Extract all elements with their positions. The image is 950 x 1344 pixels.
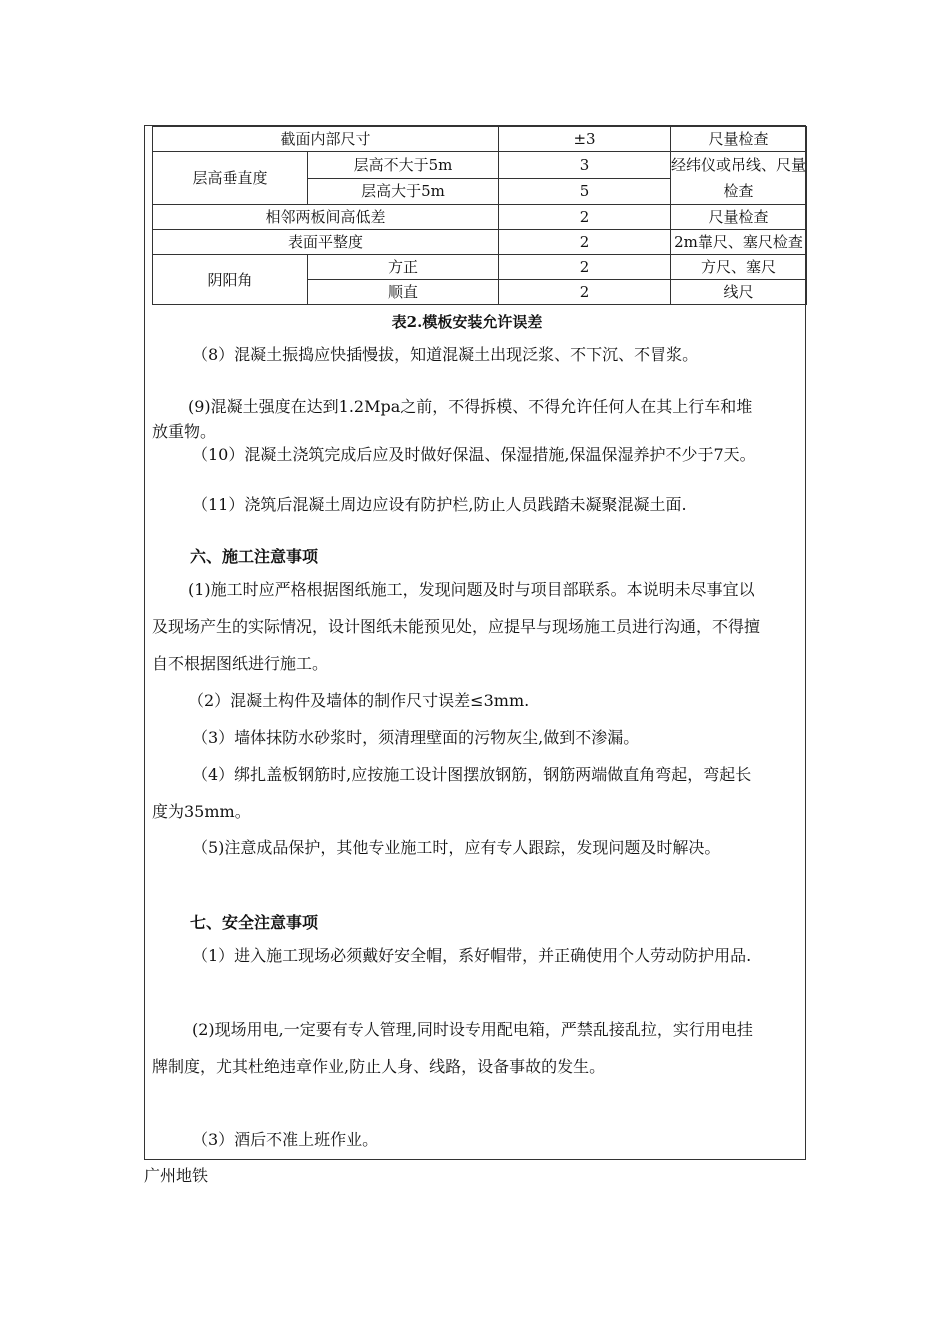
section-7-item-1: （1）进入施工现场必须戴好安全帽，系好帽带，并正确使用个人劳动防护用品. [192,946,752,965]
section-7-item-3: （3）酒后不准上班作业。 [192,1130,379,1149]
table-cell: 表面平整度 [153,230,499,255]
table-cell: 2 [499,205,671,230]
table-cell: 顺直 [308,280,499,305]
table-cell: 方正 [308,255,499,280]
section-6-item-1: (1)施工时应严格根据图纸施工，发现问题及时与项目部联系。本说明未尽事宜以及现场产生的实际情况，设计图纸未能预见处，应提早与现场施工员进行沟通，不得擅自不根据图纸进行施工。 [152,580,761,673]
section-7-item-2: (2)现场用电,一定要有专人管理,同时设专用配电箱，严禁乱接乱拉，实行用电挂牌制度，尤其杜绝违章作业,防止人身、线路，设备事故的发生。 [152,1020,753,1076]
paragraph-9: (9)混凝土强度在达到1.2Mpa之前，不得拆模、不得允许任何人在其上行车和堆放重物。 [152,397,753,441]
table-cell: 阴阳角 [153,255,308,305]
table-cell: 层高不大于5m [308,152,499,179]
table-cell: 2 [499,280,671,305]
section-6-item-2: （2）混凝土构件及墙体的制作尺寸误差≤3mm. [188,691,530,710]
table-cell: 层高垂直度 [153,152,308,205]
paragraph-8: （8）混凝土振捣应快插慢拔，知道混凝土出现泛浆、不下沉、不冒浆。 [192,345,699,364]
table-cell: 2 [499,255,671,280]
table-cell: 经纬仪或吊线、尺量检查 [671,152,807,205]
section-6-item-4: （4）绑扎盖板钢筋时,应按施工设计图摆放钢筋，钢筋两端做直角弯起，弯起长度为35mm。 [152,765,752,821]
section-6-heading: 六、施工注意事项 [190,547,319,566]
table-cell: 2 [499,230,671,255]
paragraph-11: （11）浇筑后混凝土周边应设有防护栏,防止人员践踏未凝聚混凝土面. [192,495,687,514]
table-row [153,152,807,179]
table-cell: 3 [499,152,671,179]
table-row [153,255,807,280]
table-cell: 截面内部尺寸 [153,127,499,152]
table-cell: 尺量检查 [671,205,807,230]
table-cell: ±3 [499,127,671,152]
section-7-heading: 七、安全注意事项 [190,913,319,932]
table-cell: 方尺、塞尺 [671,255,807,280]
tolerance-table [152,126,807,305]
table-cell: 尺量检查 [671,127,807,152]
table-cell: 2m靠尺、塞尺检查 [671,230,807,255]
section-6-item-5: （5)注意成品保护，其他专业施工时，应有专人跟踪，发现问题及时解决。 [192,838,721,857]
table-cell: 相邻两板间高低差 [153,205,499,230]
table-cell: 5 [499,178,671,205]
table-cell: 层高大于5m [308,178,499,205]
table-cell: 线尺 [671,280,807,305]
table-row [153,230,807,255]
table-caption: 表2.模板安装允许误差 [391,313,543,331]
table-row [153,205,807,230]
footer-text: 广州地铁 [144,1166,209,1185]
table-row [153,127,807,152]
paragraph-10: （10）混凝土浇筑完成后应及时做好保温、保湿措施,保温保湿养护不少于7天。 [192,445,756,464]
section-6-item-3: （3）墙体抹防水砂浆时，须清理壁面的污物灰尘,做到不渗漏。 [192,728,640,747]
